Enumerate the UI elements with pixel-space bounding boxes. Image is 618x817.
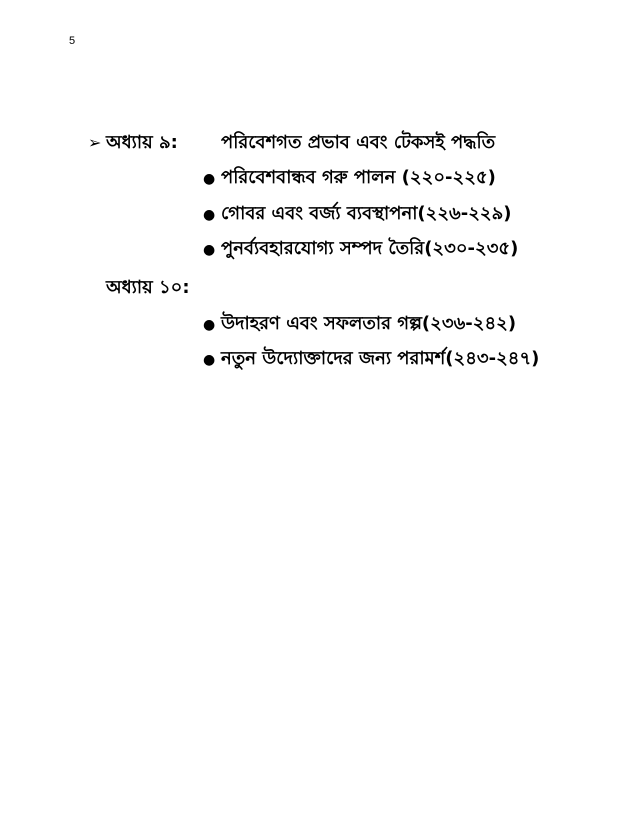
list-item-text: গোবর এবং বর্জ্য ব্যবস্থাপনা(২২৬-২২৯) <box>221 203 512 224</box>
arrow-bullet-icon: ➢ <box>88 133 102 152</box>
chapter-10-label: অধ্যায় ১০: <box>106 277 190 298</box>
bullet-icon: ● <box>203 170 216 187</box>
bullet-icon: ● <box>203 351 216 368</box>
bullet-icon: ● <box>203 206 216 223</box>
chapter-10-heading <box>88 273 190 304</box>
bullet-icon: ● <box>203 316 216 333</box>
chapter-10-item-1 <box>203 309 516 340</box>
chapter-9-item-2 <box>203 199 512 230</box>
chapter-9-item-1 <box>203 163 496 194</box>
chapter-9-label: অধ্যায় ৯: <box>106 132 178 153</box>
chapter-10-item-2 <box>203 344 539 375</box>
list-item-text: নতুন উদ্যোক্তাদের জন্য পরামর্শ(২৪৩-২৪৭) <box>221 348 540 369</box>
chapter-9-title: পরিবেশগত প্রভাব এবং টেকসই পদ্ধতি <box>221 132 496 153</box>
list-item-text: পুনর্ব্যবহারযোগ্য সম্পদ তৈরি(২৩০-২৩৫) <box>221 238 519 259</box>
chapter-9-item-3 <box>203 234 518 265</box>
chapter-9-heading <box>88 128 178 159</box>
list-item-text: উদাহরণ এবং সফলতার গল্প(২৩৬-২৪২) <box>221 313 517 334</box>
bullet-icon: ● <box>203 241 216 258</box>
page-number: 5 <box>69 35 76 47</box>
list-item-text: পরিবেশবান্ধব গরু পালন (২২০-২২৫) <box>221 167 496 188</box>
